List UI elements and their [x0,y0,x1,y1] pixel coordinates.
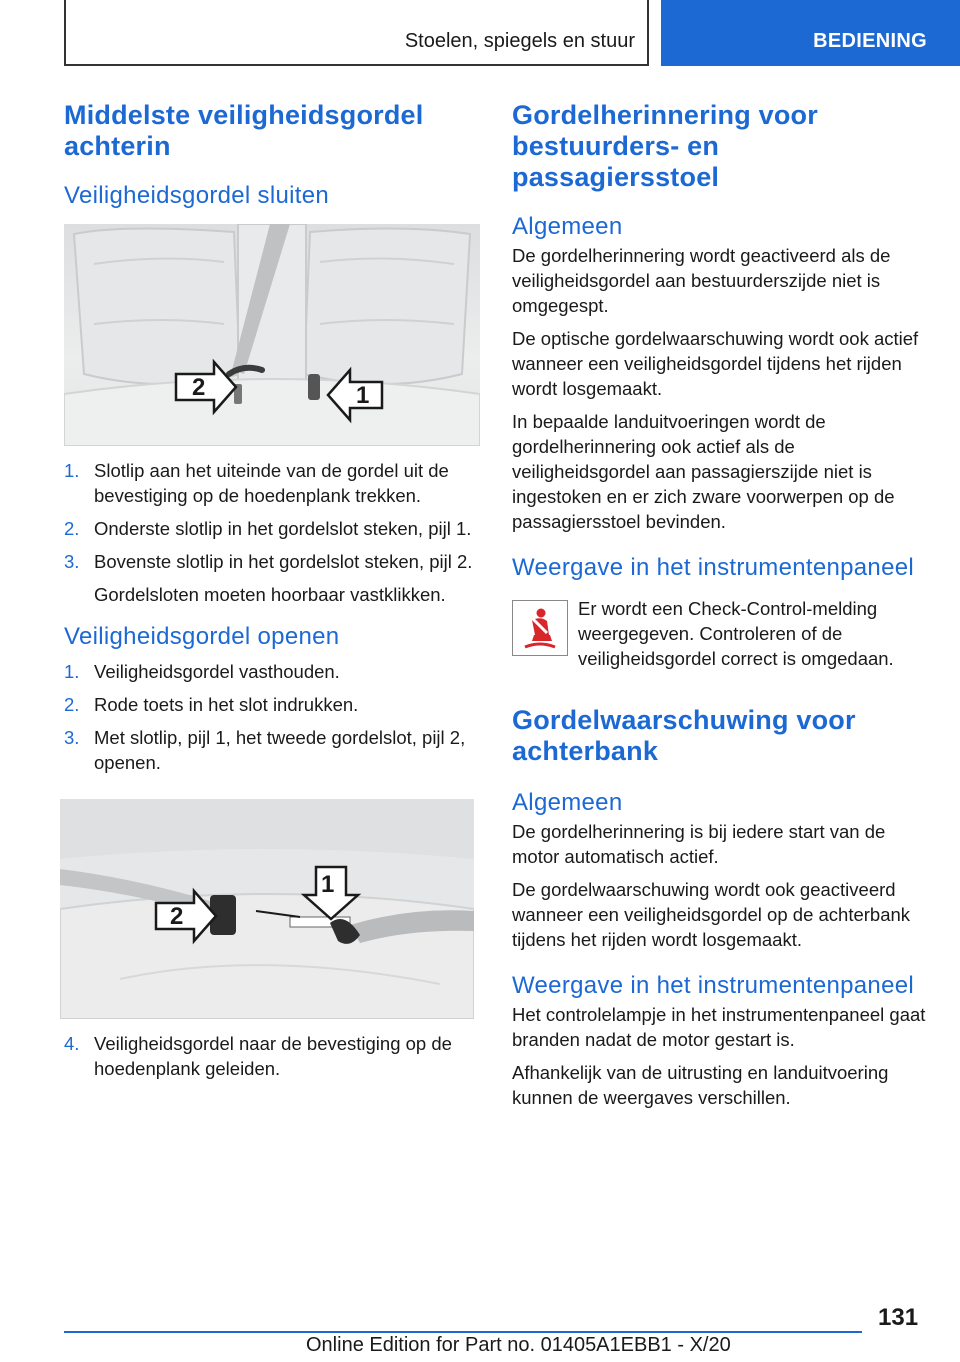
list-item [64,1031,482,1081]
paragraph: De optische gordelwaarschuwing wordt ook actief wanneer een veiligheidsgordel tijdens het rijden wordt losgemaakt. [512,328,919,399]
step-text: Rode toets in het slot indrukken. [94,694,359,715]
figure-label-1: 1 [356,382,370,409]
seatbelt-warning-icon [512,600,568,656]
footer-divider [64,1331,862,1333]
section-title-belt-reminder: Gordelherinnering voor bestuurders- en passagiersstoel [512,100,818,192]
open-steps-list-continued [64,1031,482,1081]
subheading-general-rear: Algemeen [512,789,623,816]
subheading-general: Algemeen [512,213,623,240]
page-number: 131 [878,1304,919,1331]
paragraph: De gordelherinnering wordt geactiveerd als de veiligheidsgordel aan bestuurderszijde niet is omgegespt. [512,245,891,316]
figure-unbuckle-illustration [60,799,474,1019]
figure-label-2: 2 [192,374,206,401]
subheading-instrument-display: Weergave in het instrumentenpaneel [512,554,915,581]
right-column [512,100,932,1110]
step-number: 3. [64,727,80,748]
list-item [64,692,482,717]
paragraph: Afhankelijk van de uitrusting en landuitvoering kunnen de weergaves verschillen. [512,1062,889,1108]
header-chapter-title: BEDIENING [813,30,927,52]
paragraph: In bepaalde landuitvoeringen wordt de gordelherinnering ook actief als de veiligheidsgordel aan passagierszijde niet is ingestoken en er zich zware voorwerpen op de passagiersstoel bevinden. [512,411,895,532]
section-title-middle-belt: Middelste veiligheidsgordel achterin [64,100,424,161]
warning-row [512,596,932,671]
step-number: 4. [64,1033,80,1054]
step-text: Slotlip aan het uiteinde van de gordel uit de bevestiging op de hoedenplank trekken. [94,460,449,506]
paragraph: De gordelwaarschuwing wordt ook geactiveerd wanneer een veiligheidsgordel op de achterbank tijdens het rijden wordt losgemaakt. [512,879,911,950]
close-steps-list [64,458,482,607]
seatbelt-warning-symbol [519,607,561,649]
subheading-close-belt: Veiligheidsgordel sluiten [64,182,330,209]
subheading-open-belt: Veiligheidsgordel openen [64,623,340,650]
list-item [64,458,482,508]
section-title-rear-belt-warning: Gordelwaarschuwing voor achterbank [512,705,856,766]
header-section-title: Stoelen, spiegels en stuur [404,30,635,52]
step-number: 2. [64,518,80,539]
list-item [64,659,482,684]
step-text: Onderste slotlip in het gordelslot steken, pijl 1. [94,518,472,539]
step-number: 3. [64,551,80,572]
list-item [64,549,482,607]
step-number: 1. [64,460,80,481]
step-text: Bovenste slotlip in het gordelslot steken, pijl 2. [94,551,473,572]
figure-belt-illustration [64,224,480,446]
step-text: Veiligheidsgordel vasthouden. [94,661,340,682]
footer-edition-text: Online Edition for Part no. 01405A1EBB1 - X/20 [306,1334,731,1356]
warning-text: Er wordt een Check-Control-melding weergegeven. Controleren of de veiligheidsgordel correct is omgedaan. [578,598,894,669]
list-item [64,516,482,541]
paragraph: De gordelherinnering is bij iedere start van de motor automatisch actief. [512,821,886,867]
step-number: 2. [64,694,80,715]
subheading-instrument-display-rear: Weergave in het instrumentenpaneel [512,972,915,999]
left-column [64,100,482,1089]
header-section-box [64,0,649,66]
list-item [64,725,482,775]
figure-label-2: 2 [170,903,184,930]
step-note: Gordelsloten moeten hoorbaar vastklikken. [94,584,446,605]
step-number: 1. [64,661,80,682]
open-steps-list [64,659,482,775]
step-text: Veiligheidsgordel naar de bevestiging op de hoedenplank geleiden. [94,1033,452,1079]
figure-label-1: 1 [321,871,335,898]
step-text: Met slotlip, pijl 1, het tweede gordelslot, pijl 2, openen. [94,727,466,773]
figure-belt-unbuckle [60,799,474,1019]
paragraph: Het controlelampje in het instrumentenpaneel gaat branden nadat de motor gestart is. [512,1004,926,1050]
figure-belt-buckle-rear-seat [64,224,480,446]
header-chapter-tab [661,0,960,66]
